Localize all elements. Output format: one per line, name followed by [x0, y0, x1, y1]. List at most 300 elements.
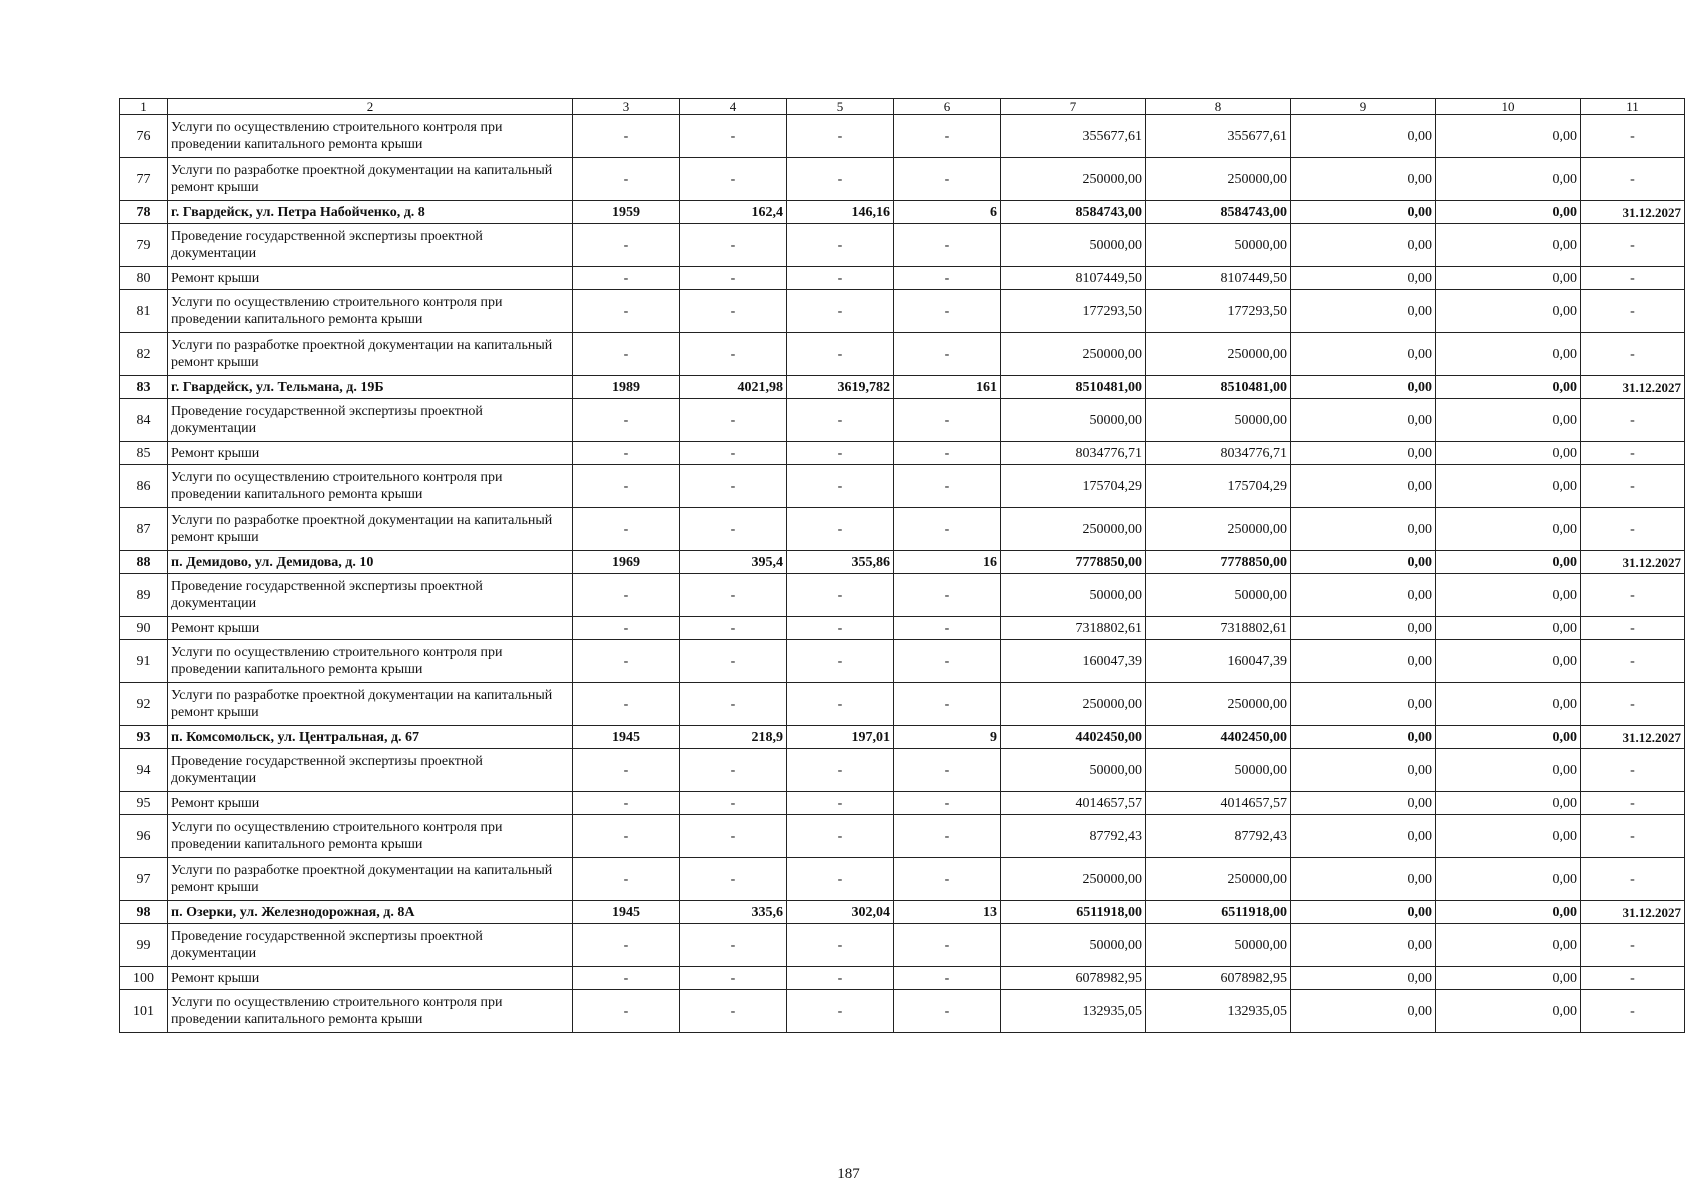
deadline-cell: -	[1581, 858, 1685, 901]
work-description-cell: Услуги по разработке проектной документации на капитальный ремонт крыши	[168, 858, 573, 901]
column-header: 10	[1436, 99, 1581, 115]
work-description-cell: г. Гвардейск, ул. Тельмана, д. 19Б	[168, 376, 573, 399]
owners-funds-cell: 0,00	[1436, 924, 1581, 967]
total-area-cell: -	[680, 574, 787, 617]
total-cost-cell: 355677,61	[1001, 115, 1146, 158]
row-number-cell: 95	[120, 792, 168, 815]
fund-cost-cell: 160047,39	[1146, 640, 1291, 683]
total-cost-cell: 250000,00	[1001, 508, 1146, 551]
budget-cell: 0,00	[1291, 290, 1436, 333]
deadline-cell: -	[1581, 990, 1685, 1033]
fund-cost-cell: 8584743,00	[1146, 201, 1291, 224]
table-row	[120, 990, 1685, 1033]
residents-cell: -	[894, 115, 1001, 158]
budget-cell: 0,00	[1291, 442, 1436, 465]
total-area-cell: -	[680, 442, 787, 465]
owners-funds-cell: 0,00	[1436, 465, 1581, 508]
residents-cell: -	[894, 858, 1001, 901]
fund-cost-cell: 50000,00	[1146, 924, 1291, 967]
row-number-cell: 99	[120, 924, 168, 967]
total-cost-cell: 8107449,50	[1001, 267, 1146, 290]
fund-cost-cell: 50000,00	[1146, 399, 1291, 442]
deadline-cell: -	[1581, 290, 1685, 333]
deadline-cell: -	[1581, 158, 1685, 201]
budget-cell: 0,00	[1291, 333, 1436, 376]
table-row	[120, 683, 1685, 726]
living-area-cell: -	[787, 683, 894, 726]
living-area-cell: -	[787, 115, 894, 158]
total-area-cell: -	[680, 290, 787, 333]
budget-cell: 0,00	[1291, 551, 1436, 574]
total-cost-cell: 175704,29	[1001, 465, 1146, 508]
owners-funds-cell: 0,00	[1436, 792, 1581, 815]
residents-cell: 6	[894, 201, 1001, 224]
table-row	[120, 574, 1685, 617]
deadline-cell: -	[1581, 574, 1685, 617]
year-cell: -	[573, 508, 680, 551]
deadline-cell: -	[1581, 617, 1685, 640]
living-area-cell: -	[787, 858, 894, 901]
column-header: 8	[1146, 99, 1291, 115]
work-description-cell: п. Демидово, ул. Демидова, д. 10	[168, 551, 573, 574]
year-cell: -	[573, 224, 680, 267]
repair-schedule-table	[119, 98, 1685, 1033]
table-row	[120, 333, 1685, 376]
residents-cell: -	[894, 158, 1001, 201]
residents-cell: -	[894, 574, 1001, 617]
owners-funds-cell: 0,00	[1436, 224, 1581, 267]
deadline-cell: -	[1581, 749, 1685, 792]
table-row	[120, 158, 1685, 201]
row-number-cell: 87	[120, 508, 168, 551]
total-cost-cell: 8034776,71	[1001, 442, 1146, 465]
living-area-cell: 302,04	[787, 901, 894, 924]
budget-cell: 0,00	[1291, 683, 1436, 726]
total-area-cell: -	[680, 683, 787, 726]
fund-cost-cell: 250000,00	[1146, 333, 1291, 376]
residents-cell: 13	[894, 901, 1001, 924]
owners-funds-cell: 0,00	[1436, 617, 1581, 640]
total-cost-cell: 177293,50	[1001, 290, 1146, 333]
table-row	[120, 640, 1685, 683]
total-area-cell: 4021,98	[680, 376, 787, 399]
living-area-cell: -	[787, 508, 894, 551]
work-description-cell: Ремонт крыши	[168, 792, 573, 815]
row-number-cell: 97	[120, 858, 168, 901]
owners-funds-cell: 0,00	[1436, 551, 1581, 574]
fund-cost-cell: 8034776,71	[1146, 442, 1291, 465]
year-cell: -	[573, 465, 680, 508]
total-cost-cell: 8510481,00	[1001, 376, 1146, 399]
total-cost-cell: 50000,00	[1001, 399, 1146, 442]
fund-cost-cell: 4014657,57	[1146, 792, 1291, 815]
total-area-cell: -	[680, 815, 787, 858]
column-header: 6	[894, 99, 1001, 115]
budget-cell: 0,00	[1291, 901, 1436, 924]
column-header: 4	[680, 99, 787, 115]
deadline-cell: -	[1581, 267, 1685, 290]
year-cell: -	[573, 158, 680, 201]
column-header: 2	[168, 99, 573, 115]
total-area-cell: -	[680, 465, 787, 508]
total-cost-cell: 4402450,00	[1001, 726, 1146, 749]
total-area-cell: -	[680, 749, 787, 792]
residents-cell: -	[894, 924, 1001, 967]
row-number-cell: 82	[120, 333, 168, 376]
living-area-cell: 146,16	[787, 201, 894, 224]
table-row	[120, 465, 1685, 508]
deadline-cell: -	[1581, 508, 1685, 551]
year-cell: -	[573, 267, 680, 290]
address-row	[120, 376, 1685, 399]
table-row	[120, 290, 1685, 333]
work-description-cell: г. Гвардейск, ул. Петра Набойченко, д. 8	[168, 201, 573, 224]
owners-funds-cell: 0,00	[1436, 333, 1581, 376]
address-row	[120, 201, 1685, 224]
deadline-cell: -	[1581, 115, 1685, 158]
owners-funds-cell: 0,00	[1436, 726, 1581, 749]
total-area-cell: -	[680, 990, 787, 1033]
budget-cell: 0,00	[1291, 749, 1436, 792]
fund-cost-cell: 250000,00	[1146, 683, 1291, 726]
budget-cell: 0,00	[1291, 224, 1436, 267]
row-number-cell: 84	[120, 399, 168, 442]
year-cell: -	[573, 574, 680, 617]
row-number-cell: 96	[120, 815, 168, 858]
total-area-cell: 218,9	[680, 726, 787, 749]
residents-cell: -	[894, 508, 1001, 551]
fund-cost-cell: 8107449,50	[1146, 267, 1291, 290]
total-cost-cell: 250000,00	[1001, 333, 1146, 376]
work-description-cell: Проведение государственной экспертизы проектной документации	[168, 749, 573, 792]
total-cost-cell: 50000,00	[1001, 749, 1146, 792]
row-number-cell: 76	[120, 115, 168, 158]
total-area-cell: -	[680, 267, 787, 290]
residents-cell: -	[894, 640, 1001, 683]
column-header: 1	[120, 99, 168, 115]
residents-cell: -	[894, 792, 1001, 815]
fund-cost-cell: 8510481,00	[1146, 376, 1291, 399]
owners-funds-cell: 0,00	[1436, 990, 1581, 1033]
residents-cell: -	[894, 267, 1001, 290]
row-number-cell: 93	[120, 726, 168, 749]
living-area-cell: 197,01	[787, 726, 894, 749]
budget-cell: 0,00	[1291, 399, 1436, 442]
total-cost-cell: 250000,00	[1001, 858, 1146, 901]
year-cell: -	[573, 990, 680, 1033]
year-cell: -	[573, 749, 680, 792]
total-area-cell: 335,6	[680, 901, 787, 924]
deadline-cell: -	[1581, 465, 1685, 508]
deadline-cell: -	[1581, 967, 1685, 990]
work-description-cell: Ремонт крыши	[168, 442, 573, 465]
table-row	[120, 815, 1685, 858]
deadline-cell: -	[1581, 224, 1685, 267]
budget-cell: 0,00	[1291, 815, 1436, 858]
total-cost-cell: 6511918,00	[1001, 901, 1146, 924]
table-row	[120, 617, 1685, 640]
living-area-cell: -	[787, 399, 894, 442]
owners-funds-cell: 0,00	[1436, 201, 1581, 224]
column-header: 11	[1581, 99, 1685, 115]
living-area-cell: -	[787, 465, 894, 508]
deadline-cell: 31.12.2027	[1581, 901, 1685, 924]
owners-funds-cell: 0,00	[1436, 508, 1581, 551]
residents-cell: -	[894, 749, 1001, 792]
total-cost-cell: 250000,00	[1001, 158, 1146, 201]
owners-funds-cell: 0,00	[1436, 858, 1581, 901]
total-cost-cell: 7778850,00	[1001, 551, 1146, 574]
row-number-cell: 88	[120, 551, 168, 574]
living-area-cell: -	[787, 792, 894, 815]
living-area-cell: -	[787, 749, 894, 792]
work-description-cell: Ремонт крыши	[168, 617, 573, 640]
total-area-cell: -	[680, 924, 787, 967]
residents-cell: -	[894, 967, 1001, 990]
residents-cell: -	[894, 224, 1001, 267]
row-number-cell: 86	[120, 465, 168, 508]
column-header: 9	[1291, 99, 1436, 115]
budget-cell: 0,00	[1291, 158, 1436, 201]
work-description-cell: Услуги по осуществлению строительного контроля при проведении капитального ремонта крыши	[168, 990, 573, 1033]
owners-funds-cell: 0,00	[1436, 290, 1581, 333]
owners-funds-cell: 0,00	[1436, 158, 1581, 201]
work-description-cell: Услуги по осуществлению строительного контроля при проведении капитального ремонта крыши	[168, 815, 573, 858]
deadline-cell: -	[1581, 924, 1685, 967]
total-area-cell: -	[680, 967, 787, 990]
living-area-cell: 355,86	[787, 551, 894, 574]
year-cell: 1989	[573, 376, 680, 399]
row-number-cell: 89	[120, 574, 168, 617]
living-area-cell: -	[787, 158, 894, 201]
table-row	[120, 924, 1685, 967]
living-area-cell: -	[787, 924, 894, 967]
living-area-cell: -	[787, 442, 894, 465]
fund-cost-cell: 4402450,00	[1146, 726, 1291, 749]
fund-cost-cell: 7778850,00	[1146, 551, 1291, 574]
owners-funds-cell: 0,00	[1436, 749, 1581, 792]
row-number-cell: 92	[120, 683, 168, 726]
budget-cell: 0,00	[1291, 858, 1436, 901]
residents-cell: -	[894, 442, 1001, 465]
owners-funds-cell: 0,00	[1436, 640, 1581, 683]
budget-cell: 0,00	[1291, 115, 1436, 158]
row-number-cell: 80	[120, 267, 168, 290]
year-cell: -	[573, 967, 680, 990]
residents-cell: -	[894, 683, 1001, 726]
work-description-cell: Услуги по разработке проектной документации на капитальный ремонт крыши	[168, 508, 573, 551]
deadline-cell: -	[1581, 683, 1685, 726]
living-area-cell: -	[787, 333, 894, 376]
fund-cost-cell: 250000,00	[1146, 858, 1291, 901]
living-area-cell: 3619,782	[787, 376, 894, 399]
year-cell: 1969	[573, 551, 680, 574]
fund-cost-cell: 177293,50	[1146, 290, 1291, 333]
fund-cost-cell: 6078982,95	[1146, 967, 1291, 990]
year-cell: 1945	[573, 726, 680, 749]
total-cost-cell: 250000,00	[1001, 683, 1146, 726]
budget-cell: 0,00	[1291, 924, 1436, 967]
residents-cell: -	[894, 333, 1001, 376]
fund-cost-cell: 50000,00	[1146, 224, 1291, 267]
total-area-cell: -	[680, 640, 787, 683]
budget-cell: 0,00	[1291, 792, 1436, 815]
total-cost-cell: 87792,43	[1001, 815, 1146, 858]
owners-funds-cell: 0,00	[1436, 267, 1581, 290]
column-header: 7	[1001, 99, 1146, 115]
row-number-cell: 98	[120, 901, 168, 924]
total-area-cell: -	[680, 617, 787, 640]
fund-cost-cell: 87792,43	[1146, 815, 1291, 858]
owners-funds-cell: 0,00	[1436, 115, 1581, 158]
total-area-cell: -	[680, 508, 787, 551]
table-row	[120, 858, 1685, 901]
owners-funds-cell: 0,00	[1436, 901, 1581, 924]
column-header: 5	[787, 99, 894, 115]
year-cell: -	[573, 683, 680, 726]
total-area-cell: -	[680, 858, 787, 901]
living-area-cell: -	[787, 574, 894, 617]
table-row	[120, 508, 1685, 551]
living-area-cell: -	[787, 640, 894, 683]
living-area-cell: -	[787, 990, 894, 1033]
residents-cell: 16	[894, 551, 1001, 574]
deadline-cell: -	[1581, 640, 1685, 683]
work-description-cell: Услуги по разработке проектной документации на капитальный ремонт крыши	[168, 158, 573, 201]
fund-cost-cell: 50000,00	[1146, 574, 1291, 617]
row-number-cell: 101	[120, 990, 168, 1033]
year-cell: -	[573, 333, 680, 376]
fund-cost-cell: 250000,00	[1146, 158, 1291, 201]
owners-funds-cell: 0,00	[1436, 967, 1581, 990]
row-number-cell: 81	[120, 290, 168, 333]
total-area-cell: -	[680, 333, 787, 376]
residents-cell: -	[894, 399, 1001, 442]
year-cell: 1959	[573, 201, 680, 224]
residents-cell: 9	[894, 726, 1001, 749]
total-area-cell: -	[680, 224, 787, 267]
table-row	[120, 399, 1685, 442]
owners-funds-cell: 0,00	[1436, 815, 1581, 858]
total-cost-cell: 4014657,57	[1001, 792, 1146, 815]
work-description-cell: Ремонт крыши	[168, 967, 573, 990]
address-row	[120, 551, 1685, 574]
year-cell: -	[573, 290, 680, 333]
budget-cell: 0,00	[1291, 201, 1436, 224]
living-area-cell: -	[787, 290, 894, 333]
deadline-cell: 31.12.2027	[1581, 551, 1685, 574]
deadline-cell: -	[1581, 792, 1685, 815]
budget-cell: 0,00	[1291, 267, 1436, 290]
deadline-cell: -	[1581, 442, 1685, 465]
residents-cell: -	[894, 990, 1001, 1033]
total-cost-cell: 7318802,61	[1001, 617, 1146, 640]
work-description-cell: Проведение государственной экспертизы проектной документации	[168, 399, 573, 442]
residents-cell: -	[894, 465, 1001, 508]
budget-cell: 0,00	[1291, 617, 1436, 640]
owners-funds-cell: 0,00	[1436, 574, 1581, 617]
work-description-cell: Услуги по разработке проектной документации на капитальный ремонт крыши	[168, 683, 573, 726]
year-cell: -	[573, 442, 680, 465]
living-area-cell: -	[787, 815, 894, 858]
work-description-cell: Проведение государственной экспертизы проектной документации	[168, 224, 573, 267]
row-number-cell: 100	[120, 967, 168, 990]
work-description-cell: Услуги по разработке проектной документации на капитальный ремонт крыши	[168, 333, 573, 376]
budget-cell: 0,00	[1291, 640, 1436, 683]
total-cost-cell: 50000,00	[1001, 574, 1146, 617]
table-row	[120, 792, 1685, 815]
deadline-cell: 31.12.2027	[1581, 726, 1685, 749]
residents-cell: 161	[894, 376, 1001, 399]
year-cell: 1945	[573, 901, 680, 924]
budget-cell: 0,00	[1291, 465, 1436, 508]
total-cost-cell: 50000,00	[1001, 224, 1146, 267]
owners-funds-cell: 0,00	[1436, 442, 1581, 465]
total-area-cell: -	[680, 115, 787, 158]
total-cost-cell: 6078982,95	[1001, 967, 1146, 990]
living-area-cell: -	[787, 617, 894, 640]
page-number: 187	[837, 1166, 860, 1182]
work-description-cell: Проведение государственной экспертизы проектной документации	[168, 574, 573, 617]
address-row	[120, 726, 1685, 749]
owners-funds-cell: 0,00	[1436, 376, 1581, 399]
row-number-cell: 79	[120, 224, 168, 267]
work-description-cell: Услуги по осуществлению строительного контроля при проведении капитального ремонта крыши	[168, 290, 573, 333]
budget-cell: 0,00	[1291, 726, 1436, 749]
residents-cell: -	[894, 617, 1001, 640]
work-description-cell: Услуги по осуществлению строительного контроля при проведении капитального ремонта крыши	[168, 115, 573, 158]
total-cost-cell: 160047,39	[1001, 640, 1146, 683]
work-description-cell: Услуги по осуществлению строительного контроля при проведении капитального ремонта крыши	[168, 640, 573, 683]
year-cell: -	[573, 640, 680, 683]
residents-cell: -	[894, 815, 1001, 858]
budget-cell: 0,00	[1291, 376, 1436, 399]
owners-funds-cell: 0,00	[1436, 399, 1581, 442]
work-description-cell: Проведение государственной экспертизы проектной документации	[168, 924, 573, 967]
row-number-cell: 77	[120, 158, 168, 201]
living-area-cell: -	[787, 267, 894, 290]
budget-cell: 0,00	[1291, 574, 1436, 617]
total-area-cell: 162,4	[680, 201, 787, 224]
row-number-cell: 85	[120, 442, 168, 465]
owners-funds-cell: 0,00	[1436, 683, 1581, 726]
year-cell: -	[573, 858, 680, 901]
total-area-cell: -	[680, 792, 787, 815]
fund-cost-cell: 175704,29	[1146, 465, 1291, 508]
table-row	[120, 224, 1685, 267]
fund-cost-cell: 355677,61	[1146, 115, 1291, 158]
deadline-cell: -	[1581, 399, 1685, 442]
total-cost-cell: 8584743,00	[1001, 201, 1146, 224]
budget-cell: 0,00	[1291, 508, 1436, 551]
table-row	[120, 115, 1685, 158]
total-area-cell: 395,4	[680, 551, 787, 574]
fund-cost-cell: 7318802,61	[1146, 617, 1291, 640]
deadline-cell: 31.12.2027	[1581, 201, 1685, 224]
budget-cell: 0,00	[1291, 967, 1436, 990]
table-row	[120, 442, 1685, 465]
fund-cost-cell: 6511918,00	[1146, 901, 1291, 924]
table-row	[120, 749, 1685, 792]
total-area-cell: -	[680, 399, 787, 442]
total-cost-cell: 132935,05	[1001, 990, 1146, 1033]
row-number-cell: 78	[120, 201, 168, 224]
year-cell: -	[573, 924, 680, 967]
work-description-cell: Ремонт крыши	[168, 267, 573, 290]
total-cost-cell: 50000,00	[1001, 924, 1146, 967]
year-cell: -	[573, 792, 680, 815]
fund-cost-cell: 50000,00	[1146, 749, 1291, 792]
